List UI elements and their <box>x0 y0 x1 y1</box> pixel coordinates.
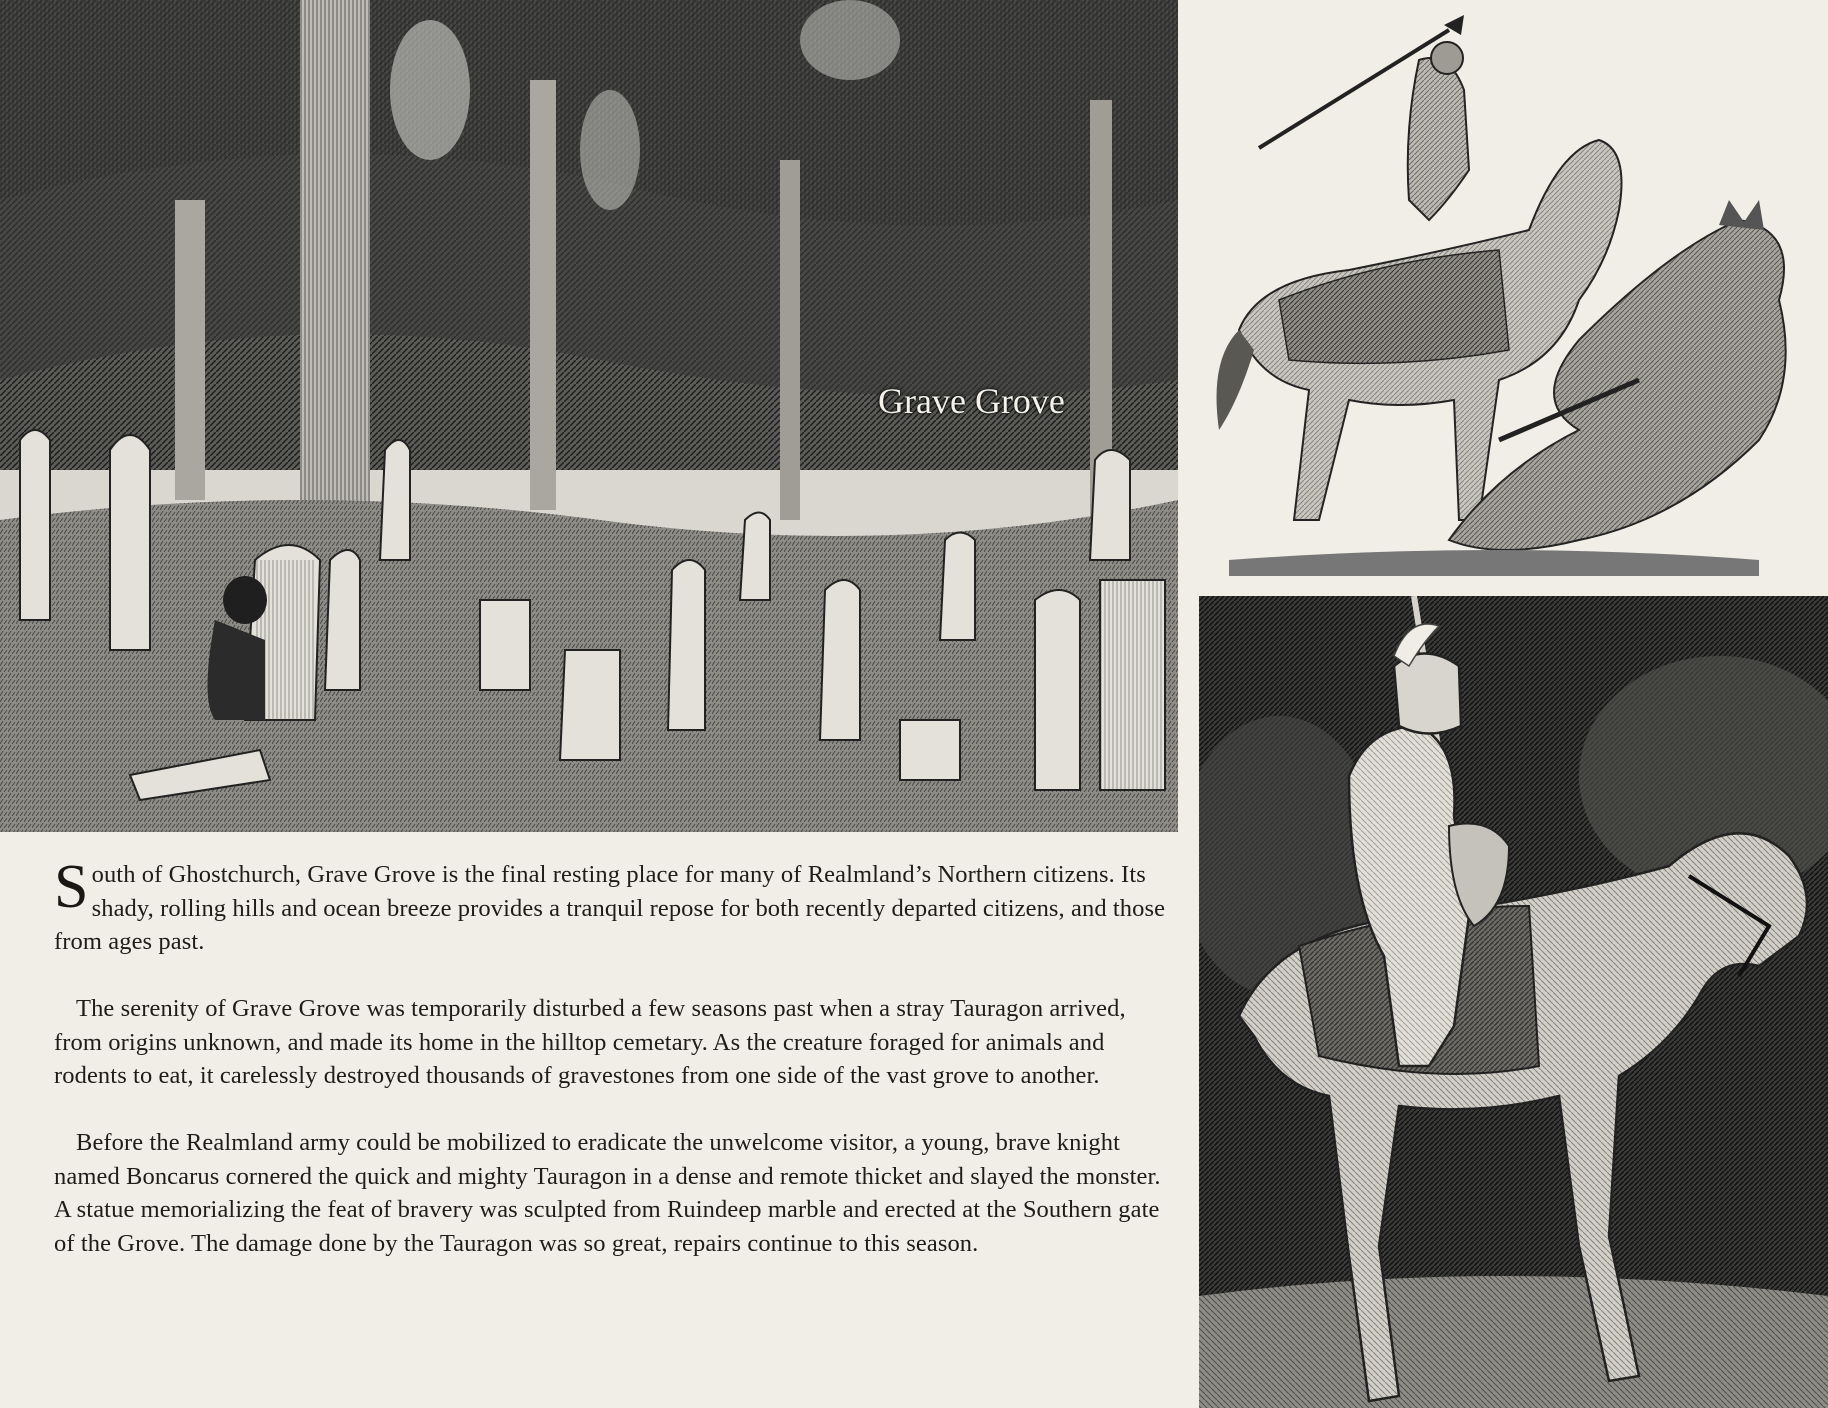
knight-and-dragon-statue-engraving <box>1199 0 1828 576</box>
statue-illustration <box>1199 0 1828 576</box>
article-body <box>54 853 1172 1260</box>
paragraph-3: Before the Realmland army could be mobilized to eradicate the unwelcome visitor, a young, brave knight named Boncarus cornered the quick and mighty Tauragon in a dense and remote thicket and slayed the monster. A statue memorializing the feat of bravery was sculpted from Ruindeep marble and erected at the Southern gate of the Grove. The damage done by the Tauragon was so great, repairs continue to this season. <box>54 1129 1161 1257</box>
drop-cap: S <box>54 853 89 921</box>
paragraph-2: The serenity of Grave Grove was temporarily disturbed a few seasons past when a stray Tauragon arrived, from origins unknown, and made its home in the hilltop cemetary. As the creature foraged for animals and rodents to eat, it carelessly destroyed thousands of gravestones from one side of the vast grove to another. <box>54 995 1126 1089</box>
grove-caption: Grave Grove <box>878 381 1065 421</box>
grave-grove-illustration <box>0 0 1178 832</box>
knight-on-horse-illustration <box>1199 596 1828 1408</box>
paragraph-1 <box>54 853 1172 959</box>
paragraph-1-text: outh of Ghostchurch, Grave Grove is the final resting place for many of Realmland’s Northern citizens. Its shady, rolling hills and ocean breeze provides a tranquil repose for both recently departed citizens, and those from ages past. <box>54 861 1166 955</box>
mounted-knight-engraving <box>1199 596 1828 1408</box>
